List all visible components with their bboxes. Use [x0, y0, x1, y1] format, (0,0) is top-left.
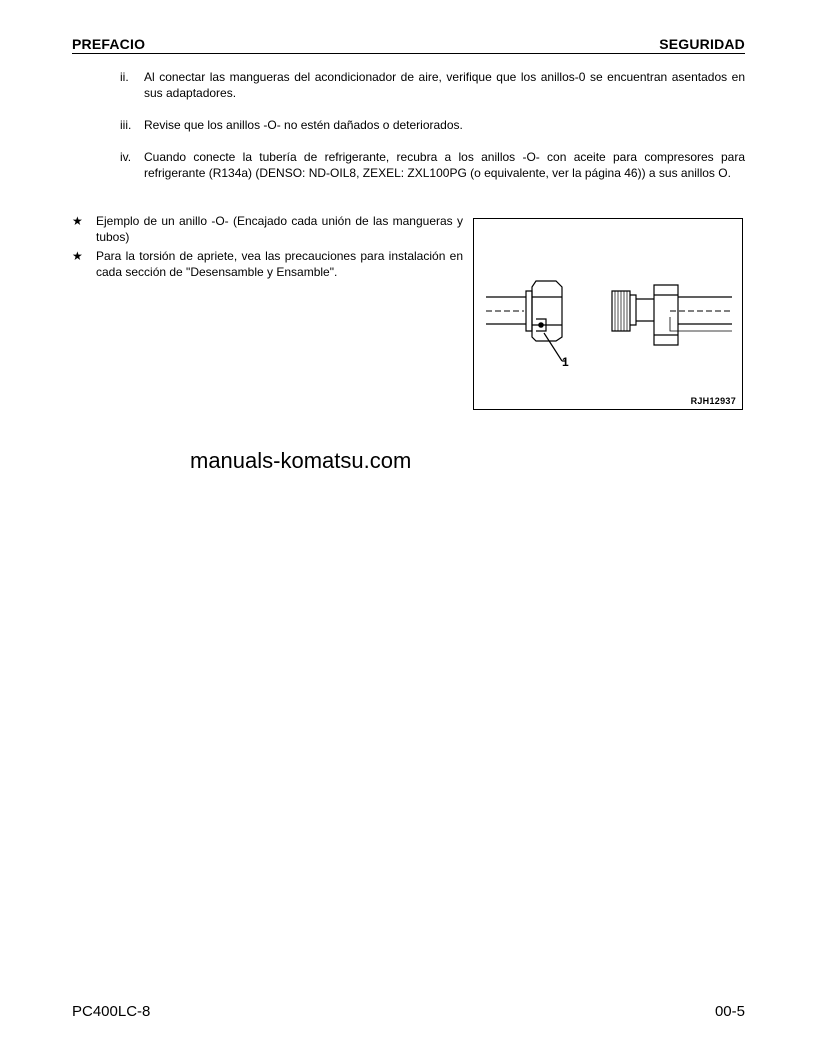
page-header — [72, 36, 745, 54]
section-title: PREFACIO — [72, 36, 146, 52]
note-text: Para la torsión de apriete, vea las precauciones para instalación en cada sección de "Desensamble y Ensamble". — [96, 249, 463, 279]
star-icon: ★ — [72, 214, 83, 228]
model-number: PC400LC-8 — [72, 1003, 151, 1020]
figure-code: RJH12937 — [690, 396, 736, 406]
note-text: Ejemplo de un anillo -O- (Encajado cada unión de las mangueras y tubos) — [96, 214, 463, 244]
chapter-title: SEGURIDAD — [659, 36, 745, 52]
item-text: Al conectar las mangueras del acondicionador de aire, verifique que los anillos-0 se encuentran asentados en sus adaptadores. — [144, 70, 745, 100]
item-text: Cuando conecte la tubería de refrigerante, recubra a los anillos -O- con aceite para compresores para refrigerante (R134a) (DENSO: ND-OIL8, ZEXEL: ZXL100PG (o equivalente, ver la página 46)) a sus anillos O. — [144, 150, 745, 180]
star-icon: ★ — [72, 249, 83, 263]
item-number: ii. — [120, 70, 129, 84]
callout-label: 1 — [562, 355, 569, 369]
item-number: iv. — [120, 150, 132, 164]
page-number: 00-5 — [714, 1003, 745, 1020]
item-text: Revise que los anillos -O- no estén dañados o deteriorados. — [144, 118, 463, 132]
item-number: iii. — [120, 118, 132, 132]
o-ring-figure — [473, 218, 743, 410]
hose-fitting-illustration — [474, 219, 742, 409]
watermark-text: manuals-komatsu.com — [190, 448, 412, 473]
